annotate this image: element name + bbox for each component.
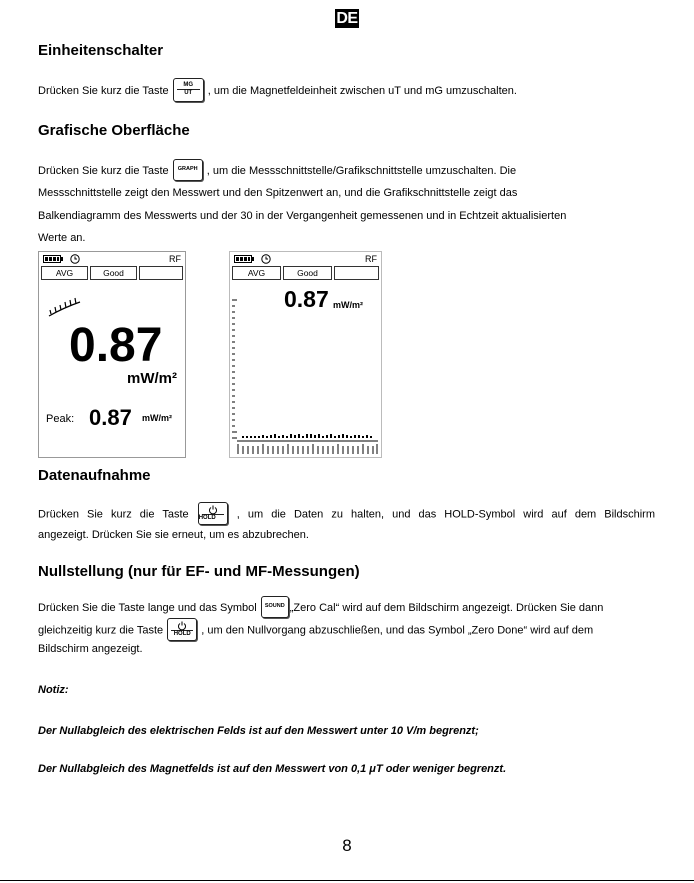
rf-label: RF xyxy=(365,254,377,264)
power-icon xyxy=(177,621,187,630)
heading-graphic: Grafische Oberfläche xyxy=(38,122,190,139)
note-label: Notiz: xyxy=(38,684,69,696)
bar-graph xyxy=(230,296,381,456)
page-number: 8 xyxy=(342,836,352,855)
graph-key-icon: GRAPH xyxy=(173,159,203,181)
graphic-line-4: Werte an. xyxy=(38,232,86,244)
peak-unit: mW/m² xyxy=(142,413,172,423)
rf-label: RF xyxy=(169,254,181,264)
graphic-line-1: Drücken Sie kurz die Taste GRAPH , um die Messschnittstelle/Grafikschnittstelle umzuschalten. Die xyxy=(38,160,516,183)
note-electric-field: Der Nullabgleich des elektrischen Felds ist auf den Messwert unter 10 V/m begrenzt; xyxy=(38,725,479,737)
footer-rule xyxy=(0,880,694,881)
status-bar xyxy=(230,252,381,266)
zero-line-3: Bildschirm angezeigt. xyxy=(38,643,143,655)
main-unit: mW/m² xyxy=(127,370,177,387)
graphic-line-3: Balkendiagramm des Messwerts und der 30 in der Vergangenheit gemessenen und in Echtzeit aktualisierten xyxy=(38,210,567,222)
tab-avg: AVG xyxy=(232,266,281,280)
graph-screen xyxy=(229,251,382,458)
unit-switch-paragraph: Drücken Sie kurz die Taste $\frac{MG}{UT}$ , um die Magnetfeldeinheit zwischen uT und mG umzuschalten. xyxy=(38,79,517,103)
hold-key-icon: HOLD xyxy=(167,618,197,641)
hold-key-icon: HOLD xyxy=(198,502,228,525)
sound-key-icon: SOUND xyxy=(261,596,289,618)
clock-icon xyxy=(70,254,80,264)
graph-unit: mW/m² xyxy=(333,300,363,310)
screen-tabs xyxy=(41,266,183,280)
tab-empty xyxy=(139,266,183,280)
graphic-line-2: Messschnittstelle zeigt den Messwert und den Spitzenwert an, und die Grafikschnittstelle zeigt das xyxy=(38,187,518,199)
tab-good: Good xyxy=(283,266,332,280)
main-value: 0.87 xyxy=(69,319,163,372)
note-magnetic-field: Der Nullabgleich des Magnetfelds ist auf den Messwert von 0,1 μT oder weniger begrenzt. xyxy=(38,763,507,775)
zero-line-2: gleichzeitig kurz die Taste HOLD , um den Nullvorgang abzuschließen, und das Symbol „Zero Done“ wird auf dem xyxy=(38,619,593,642)
mg-ut-key-icon: $\frac{MG}{UT}$ xyxy=(173,78,204,102)
peak-value: 0.87 xyxy=(89,405,132,430)
tab-empty xyxy=(334,266,379,280)
heading-data-hold: Datenaufnahme xyxy=(38,467,151,484)
peak-label: Peak: xyxy=(46,413,75,425)
heading-zero: Nullstellung (nur für EF- und MF-Messungen) xyxy=(38,563,360,580)
clock-icon xyxy=(261,254,271,264)
data-hold-line-1: Drücken Sie kurz die Taste HOLD , um die Daten zu halten, und das HOLD-Symbol wird auf dem Bildschirm xyxy=(38,503,655,526)
graph-value: 0.87 xyxy=(284,286,329,312)
screen-tabs xyxy=(232,266,379,280)
heading-unit-switch: Einheitenschalter xyxy=(38,42,164,59)
measurement-screen xyxy=(38,251,186,458)
signal-gauge-icon xyxy=(47,296,83,318)
status-bar xyxy=(39,252,185,266)
tab-avg: AVG xyxy=(41,266,88,280)
data-hold-line-2: angezeigt. Drücken Sie sie erneut, um es abzubrechen. xyxy=(38,529,309,541)
zero-line-1: Drücken Sie die Taste lange und das Symbol SOUND „Zero Cal“ wird auf dem Bildschirm angezeigt. Drücken Sie dann xyxy=(38,597,603,620)
tab-good: Good xyxy=(90,266,137,280)
power-icon xyxy=(208,505,218,514)
language-badge: DE xyxy=(336,10,358,27)
battery-icon xyxy=(234,255,254,263)
battery-icon xyxy=(43,255,63,263)
